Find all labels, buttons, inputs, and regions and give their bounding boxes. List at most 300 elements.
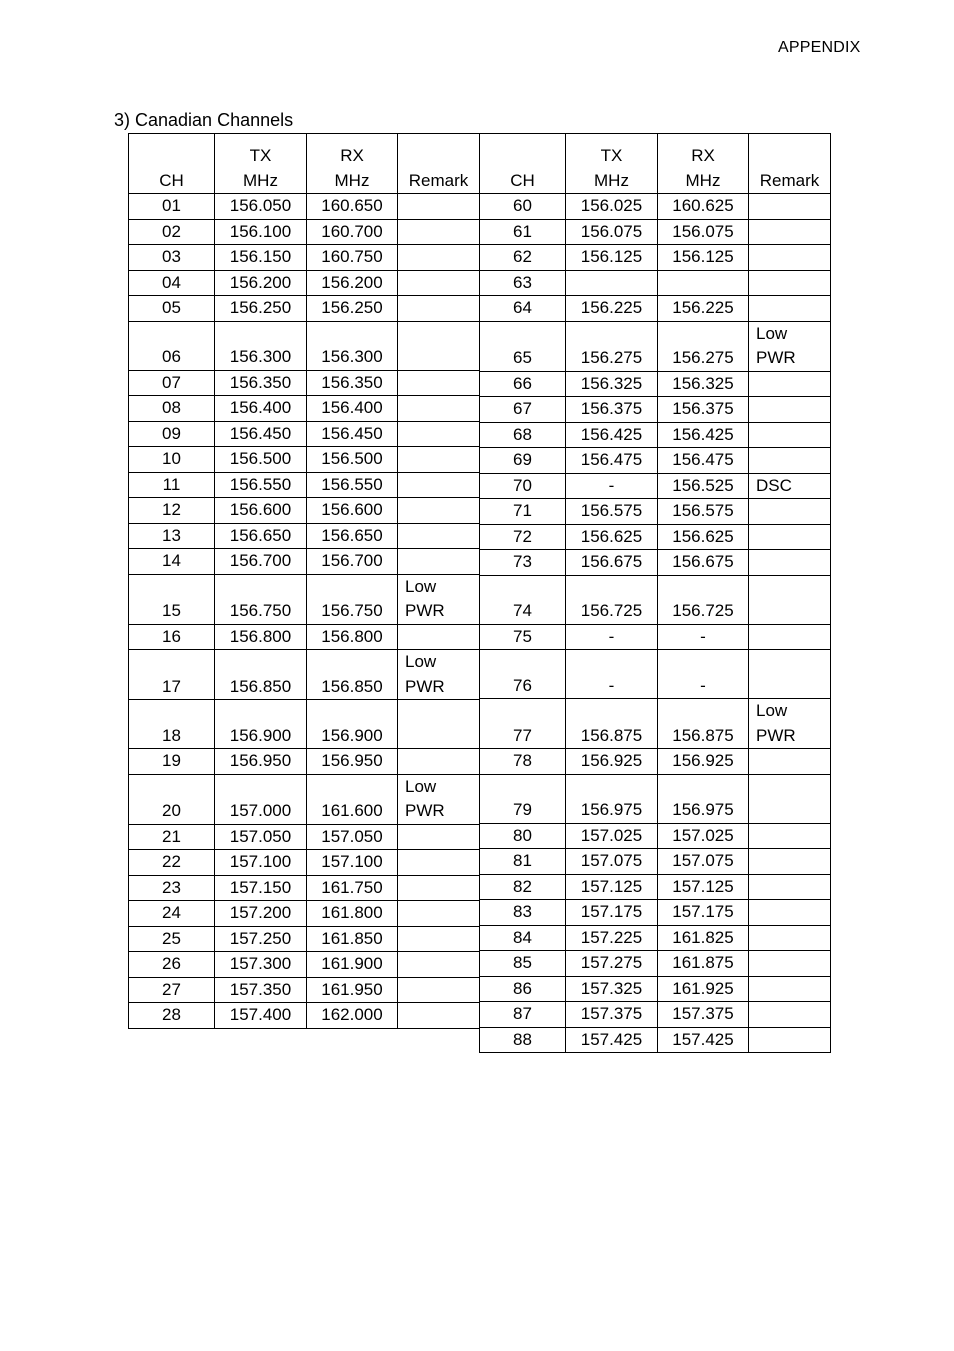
table-row xyxy=(129,370,480,396)
cell-rx: 156.875 xyxy=(658,699,749,749)
cell-line: PWR xyxy=(405,601,445,620)
cell-tx: 156.125 xyxy=(566,245,658,271)
cell-line: TX xyxy=(249,146,272,165)
table-row xyxy=(129,498,480,524)
table-row xyxy=(129,296,480,322)
cell-ch: 04 xyxy=(129,270,215,296)
cell-ch: 06 xyxy=(129,321,215,370)
cell-ch: 18 xyxy=(129,700,215,749)
cell-remark xyxy=(398,574,480,624)
table-row xyxy=(480,219,831,245)
cell-rx: 156.725 xyxy=(658,575,749,624)
cell-tx: 156.225 xyxy=(566,296,658,322)
cell-remark xyxy=(398,926,480,952)
cell-line: Low xyxy=(405,776,437,796)
cell-rx: 161.600 xyxy=(307,774,398,824)
cell-tx: 157.250 xyxy=(215,926,307,952)
cell-rx: - xyxy=(658,650,749,699)
table-row xyxy=(129,421,480,447)
cell-ch: 15 xyxy=(129,574,215,624)
cell-ch: 83 xyxy=(480,900,566,926)
cell-tx: 157.350 xyxy=(215,977,307,1003)
table-row xyxy=(480,699,831,749)
cell-ch: 10 xyxy=(129,447,215,473)
cell-tx: 157.050 xyxy=(215,824,307,850)
cell-rx: 156.525 xyxy=(658,473,749,499)
cell-remark xyxy=(749,900,831,926)
cell-line: PWR xyxy=(405,676,445,696)
cell-tx: 157.175 xyxy=(566,900,658,926)
cell-ch: 60 xyxy=(480,194,566,220)
table-row xyxy=(480,624,831,650)
cell-rx: 161.850 xyxy=(307,926,398,952)
cell-tx: 156.800 xyxy=(215,624,307,650)
cell-rx: 161.800 xyxy=(307,901,398,927)
cell-tx: 156.350 xyxy=(215,370,307,396)
cell-rx: 156.450 xyxy=(307,421,398,447)
cell-rx: 156.950 xyxy=(307,749,398,775)
table-row xyxy=(480,270,831,296)
cell-remark xyxy=(398,370,480,396)
table-row xyxy=(480,321,831,371)
cell-tx: 157.100 xyxy=(215,850,307,876)
cell-ch: 12 xyxy=(129,498,215,524)
cell-remark xyxy=(749,650,831,699)
cell-line: Low xyxy=(405,576,437,596)
header-row xyxy=(480,134,831,194)
table-row xyxy=(480,245,831,271)
cell-ch: 75 xyxy=(480,624,566,650)
cell-rx: 156.275 xyxy=(658,321,749,371)
cell-rx: 156.425 xyxy=(658,422,749,448)
cell-rx: 156.925 xyxy=(658,749,749,775)
cell-remark xyxy=(398,523,480,549)
cell-ch: 63 xyxy=(480,270,566,296)
cell-rx: 156.300 xyxy=(307,321,398,370)
ch-header: CH xyxy=(480,134,566,194)
table-row xyxy=(129,447,480,473)
cell-line: Low xyxy=(405,652,437,671)
cell-rx: 156.675 xyxy=(658,550,749,576)
cell-remark xyxy=(749,270,831,296)
cell-tx: 156.150 xyxy=(215,245,307,271)
cell-tx: 156.275 xyxy=(566,321,658,371)
cell-line: PWR xyxy=(756,348,796,367)
cell-remark xyxy=(749,422,831,448)
cell-remark xyxy=(749,774,831,823)
cell-rx: 161.875 xyxy=(658,951,749,977)
cell-remark xyxy=(749,976,831,1002)
cell-ch: 25 xyxy=(129,926,215,952)
cell-rx: 156.225 xyxy=(658,296,749,322)
cell-rx: 156.975 xyxy=(658,774,749,823)
cell-rx: 156.800 xyxy=(307,624,398,650)
table-row xyxy=(480,575,831,624)
table-row xyxy=(129,749,480,775)
cell-tx: 157.150 xyxy=(215,875,307,901)
remark-header: Remark xyxy=(398,134,480,194)
cell-ch: 11 xyxy=(129,472,215,498)
cell-remark xyxy=(749,849,831,875)
cell-rx: 160.750 xyxy=(307,245,398,271)
cell-ch: 88 xyxy=(480,1027,566,1053)
tx-header xyxy=(215,134,307,194)
cell-tx: 156.550 xyxy=(215,472,307,498)
cell-rx: 156.600 xyxy=(307,498,398,524)
cell-rx: - xyxy=(658,624,749,650)
cell-ch: 76 xyxy=(480,650,566,699)
cell-rx: 161.900 xyxy=(307,952,398,978)
cell-tx: 156.650 xyxy=(215,523,307,549)
cell-rx: 156.125 xyxy=(658,245,749,271)
cell-remark xyxy=(398,774,480,824)
cell-line: MHz xyxy=(594,170,629,190)
cell-ch: 08 xyxy=(129,396,215,422)
cell-tx: 157.300 xyxy=(215,952,307,978)
cell-rx: 157.375 xyxy=(658,1002,749,1028)
remark-header: Remark xyxy=(749,134,831,194)
cell-rx: 156.375 xyxy=(658,397,749,423)
cell-rx: 157.050 xyxy=(307,824,398,850)
cell-remark xyxy=(749,397,831,423)
cell-ch: 87 xyxy=(480,1002,566,1028)
cell-remark xyxy=(749,499,831,525)
cell-tx xyxy=(566,270,658,296)
cell-rx: 162.000 xyxy=(307,1003,398,1029)
rx-header xyxy=(307,134,398,194)
cell-ch: 86 xyxy=(480,976,566,1002)
page-header-label: APPENDIX xyxy=(778,39,861,56)
cell-tx: 156.100 xyxy=(215,219,307,245)
table-row xyxy=(480,296,831,322)
cell-rx: 156.575 xyxy=(658,499,749,525)
cell-remark xyxy=(398,245,480,271)
cell-remark xyxy=(398,850,480,876)
cell-remark xyxy=(398,270,480,296)
cell-ch: 69 xyxy=(480,448,566,474)
cell-rx: 156.625 xyxy=(658,524,749,550)
cell-rx: 156.250 xyxy=(307,296,398,322)
table-row xyxy=(129,219,480,245)
table-row xyxy=(480,473,831,499)
cell-ch: 64 xyxy=(480,296,566,322)
cell-ch: 22 xyxy=(129,850,215,876)
cell-remark xyxy=(398,624,480,650)
cell-ch: 62 xyxy=(480,245,566,271)
cell-rx: 156.325 xyxy=(658,371,749,397)
table-row xyxy=(129,977,480,1003)
cell-ch: 81 xyxy=(480,849,566,875)
cell-remark xyxy=(749,245,831,271)
table-row xyxy=(129,194,480,220)
cell-ch: 19 xyxy=(129,749,215,775)
table-row xyxy=(129,624,480,650)
cell-rx: 161.950 xyxy=(307,977,398,1003)
cell-tx: 156.325 xyxy=(566,371,658,397)
table-row xyxy=(480,774,831,823)
cell-ch: 20 xyxy=(129,774,215,824)
cell-remark xyxy=(749,448,831,474)
cell-tx: 156.075 xyxy=(566,219,658,245)
table-row xyxy=(129,472,480,498)
cell-remark xyxy=(749,925,831,951)
cell-line: RX xyxy=(340,146,364,165)
cell-rx: 157.425 xyxy=(658,1027,749,1053)
cell-remark xyxy=(749,371,831,397)
cell-ch: 03 xyxy=(129,245,215,271)
table-row xyxy=(129,850,480,876)
cell-remark xyxy=(749,524,831,550)
cell-remark xyxy=(398,901,480,927)
cell-ch: 85 xyxy=(480,951,566,977)
table-row xyxy=(129,523,480,549)
cell-tx: 157.400 xyxy=(215,1003,307,1029)
cell-line: MHz xyxy=(685,170,721,190)
cell-rx: 157.100 xyxy=(307,850,398,876)
cell-tx: - xyxy=(566,650,658,699)
cell-remark xyxy=(749,951,831,977)
cell-tx: 156.300 xyxy=(215,321,307,370)
channel-table-right xyxy=(479,133,831,1053)
table-row xyxy=(129,549,480,575)
cell-ch: 07 xyxy=(129,370,215,396)
cell-tx: 156.850 xyxy=(215,650,307,700)
cell-remark xyxy=(398,321,480,370)
cell-ch: 02 xyxy=(129,219,215,245)
cell-remark xyxy=(398,875,480,901)
cell-remark xyxy=(398,396,480,422)
cell-rx: 157.125 xyxy=(658,874,749,900)
cell-line: RX xyxy=(691,146,715,165)
cell-ch: 26 xyxy=(129,952,215,978)
cell-rx: 156.900 xyxy=(307,700,398,749)
table-row xyxy=(480,874,831,900)
cell-remark xyxy=(398,472,480,498)
cell-rx xyxy=(658,270,749,296)
cell-ch: 80 xyxy=(480,823,566,849)
cell-ch: 14 xyxy=(129,549,215,575)
table-row xyxy=(480,951,831,977)
cell-remark xyxy=(749,624,831,650)
table-row xyxy=(480,448,831,474)
cell-ch: 68 xyxy=(480,422,566,448)
cell-tx: 156.450 xyxy=(215,421,307,447)
cell-rx: 161.750 xyxy=(307,875,398,901)
cell-rx: 156.400 xyxy=(307,396,398,422)
cell-line: Low xyxy=(756,701,788,720)
cell-remark xyxy=(398,700,480,749)
ch-header: CH xyxy=(129,134,215,194)
cell-tx: 157.000 xyxy=(215,774,307,824)
table-row xyxy=(480,499,831,525)
table-row xyxy=(480,849,831,875)
section-title: 3) Canadian Channels xyxy=(114,110,294,130)
cell-line: PWR xyxy=(756,725,796,745)
cell-tx: 157.375 xyxy=(566,1002,658,1028)
cell-ch: 27 xyxy=(129,977,215,1003)
cell-rx: 156.550 xyxy=(307,472,398,498)
cell-remark xyxy=(749,550,831,576)
cell-ch: 61 xyxy=(480,219,566,245)
cell-ch: 65 xyxy=(480,321,566,371)
cell-rx: 156.700 xyxy=(307,549,398,575)
cell-remark xyxy=(749,575,831,624)
cell-remark xyxy=(749,296,831,322)
cell-line: PWR xyxy=(405,801,445,820)
cell-rx: 157.075 xyxy=(658,849,749,875)
cell-ch: 79 xyxy=(480,774,566,823)
cell-tx: 156.925 xyxy=(566,749,658,775)
cell-ch: 66 xyxy=(480,371,566,397)
cell-tx: 156.475 xyxy=(566,448,658,474)
cell-remark xyxy=(749,219,831,245)
cell-tx: 156.700 xyxy=(215,549,307,575)
cell-tx: 156.200 xyxy=(215,270,307,296)
cell-rx: 156.200 xyxy=(307,270,398,296)
cell-rx: 156.850 xyxy=(307,650,398,700)
cell-ch: 23 xyxy=(129,875,215,901)
table-row xyxy=(480,550,831,576)
header-row xyxy=(129,134,480,194)
table-row xyxy=(129,1003,480,1029)
cell-remark xyxy=(398,498,480,524)
cell-remark xyxy=(749,1002,831,1028)
cell-ch: 05 xyxy=(129,296,215,322)
cell-remark xyxy=(398,952,480,978)
cell-tx: 156.375 xyxy=(566,397,658,423)
cell-remark xyxy=(398,650,480,700)
table-row xyxy=(480,823,831,849)
table-row xyxy=(480,925,831,951)
cell-line: TX xyxy=(600,146,623,165)
cell-remark xyxy=(398,977,480,1003)
cell-tx: 156.025 xyxy=(566,194,658,220)
table-row xyxy=(129,650,480,700)
cell-ch: 70 xyxy=(480,473,566,499)
cell-ch: 77 xyxy=(480,699,566,749)
cell-tx: 156.750 xyxy=(215,574,307,624)
table-row xyxy=(129,245,480,271)
cell-tx: - xyxy=(566,624,658,650)
cell-ch: 78 xyxy=(480,749,566,775)
cell-tx: 157.325 xyxy=(566,976,658,1002)
cell-tx: 156.875 xyxy=(566,699,658,749)
cell-remark: DSC xyxy=(749,473,831,499)
cell-remark xyxy=(749,321,831,371)
cell-remark xyxy=(749,823,831,849)
cell-rx: 157.025 xyxy=(658,823,749,849)
cell-ch: 67 xyxy=(480,397,566,423)
cell-rx: 156.500 xyxy=(307,447,398,473)
table-row xyxy=(480,900,831,926)
cell-tx: 156.400 xyxy=(215,396,307,422)
cell-rx: 157.175 xyxy=(658,900,749,926)
cell-remark xyxy=(749,194,831,220)
cell-ch: 71 xyxy=(480,499,566,525)
cell-ch: 28 xyxy=(129,1003,215,1029)
cell-remark xyxy=(398,296,480,322)
cell-ch: 17 xyxy=(129,650,215,700)
cell-ch: 24 xyxy=(129,901,215,927)
table-row xyxy=(480,749,831,775)
cell-remark xyxy=(749,1027,831,1053)
cell-tx: 156.950 xyxy=(215,749,307,775)
cell-ch: 84 xyxy=(480,925,566,951)
cell-remark xyxy=(749,699,831,749)
cell-tx: 157.075 xyxy=(566,849,658,875)
cell-tx: 156.500 xyxy=(215,447,307,473)
cell-tx: 157.225 xyxy=(566,925,658,951)
cell-ch: 82 xyxy=(480,874,566,900)
cell-tx: 156.725 xyxy=(566,575,658,624)
tx-header xyxy=(566,134,658,194)
cell-remark xyxy=(749,749,831,775)
table-row xyxy=(129,270,480,296)
cell-rx: 156.075 xyxy=(658,219,749,245)
table-row xyxy=(129,875,480,901)
table-row xyxy=(129,574,480,624)
cell-line: MHz xyxy=(334,170,370,190)
cell-rx: 161.825 xyxy=(658,925,749,951)
table-row xyxy=(129,774,480,824)
cell-remark xyxy=(398,549,480,575)
cell-rx: 156.475 xyxy=(658,448,749,474)
channel-table-left xyxy=(128,133,480,1029)
rx-header xyxy=(658,134,749,194)
table-row xyxy=(129,926,480,952)
cell-remark xyxy=(398,824,480,850)
cell-remark xyxy=(398,421,480,447)
cell-ch: 72 xyxy=(480,524,566,550)
cell-remark xyxy=(398,447,480,473)
cell-tx: 156.675 xyxy=(566,550,658,576)
table-row xyxy=(129,824,480,850)
cell-ch: 01 xyxy=(129,194,215,220)
cell-rx: 156.750 xyxy=(307,574,398,624)
cell-remark xyxy=(398,1003,480,1029)
cell-ch: 13 xyxy=(129,523,215,549)
table-row xyxy=(480,524,831,550)
cell-remark xyxy=(398,749,480,775)
cell-tx: 157.275 xyxy=(566,951,658,977)
cell-tx: 156.625 xyxy=(566,524,658,550)
table-row xyxy=(129,700,480,749)
cell-tx: 156.575 xyxy=(566,499,658,525)
table-row xyxy=(480,194,831,220)
cell-remark xyxy=(398,219,480,245)
cell-tx: 157.200 xyxy=(215,901,307,927)
cell-line: Low xyxy=(756,323,788,343)
cell-rx: 160.650 xyxy=(307,194,398,220)
cell-tx: 156.975 xyxy=(566,774,658,823)
cell-ch: 21 xyxy=(129,824,215,850)
table-row xyxy=(129,901,480,927)
table-row xyxy=(480,1027,831,1053)
cell-tx: 156.900 xyxy=(215,700,307,749)
cell-tx: 157.125 xyxy=(566,874,658,900)
table-row xyxy=(480,371,831,397)
cell-rx: 156.350 xyxy=(307,370,398,396)
cell-tx: 157.425 xyxy=(566,1027,658,1053)
table-row xyxy=(129,952,480,978)
table-row xyxy=(480,1002,831,1028)
cell-tx: 156.425 xyxy=(566,422,658,448)
cell-tx: 156.050 xyxy=(215,194,307,220)
cell-remark xyxy=(398,194,480,220)
cell-remark xyxy=(749,874,831,900)
cell-ch: 09 xyxy=(129,421,215,447)
cell-rx: 156.650 xyxy=(307,523,398,549)
